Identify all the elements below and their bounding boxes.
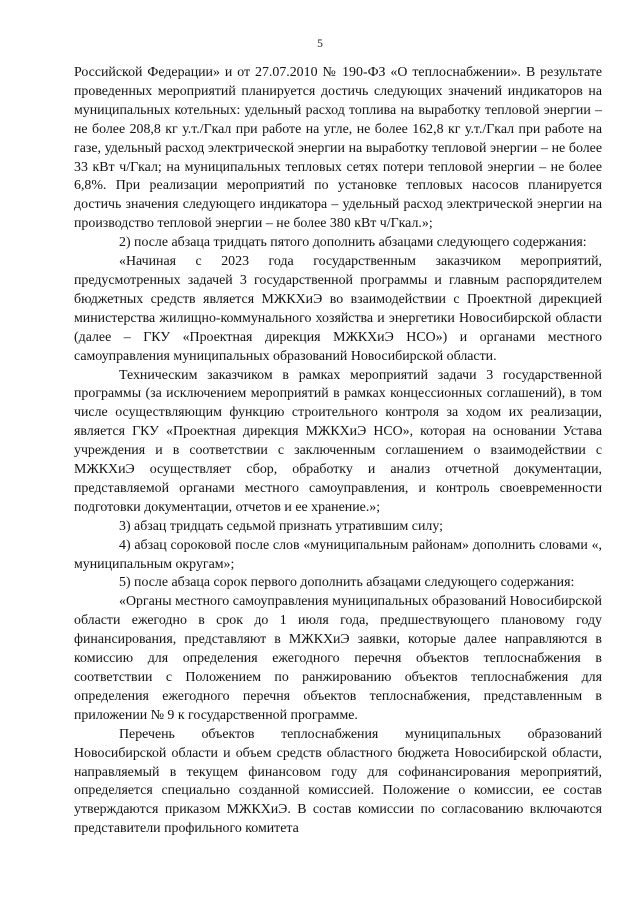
paragraph-quote-start: «Начиная с 2023 года государственным заказчиком мероприятий, предусмотренных задачей 3 государственной программы и главным распорядителем бюджетных средств является МЖКХиЭ во взаимодействии с Проектной дирекцией министерства жилищно-коммунального хозяйства и энергетики Новосибирской области (далее – ГКУ «Проектная дирекция МЖКХиЭ НСО») и органами местного самоуправления муниципальных образований Новосибирской области. (74, 254, 602, 364)
page-number: 5 (317, 38, 323, 50)
paragraph-objects-list: Перечень объектов теплоснабжения муниципальных образований Новосибирской области и объем средств областного бюджета Новосибирской области, направляемый в текущем финансовом году для софинансирования мероприятий, определяется специально созданной комиссией. Положение о комиссии, ее состав утверждаются приказом МЖКХиЭ. В состав комиссии по согласованию включаются представители профильного комитета (74, 726, 602, 837)
paragraph-item-2: 2) после абзаца тридцать пятого дополнить абзацами следующего содержания: (119, 235, 587, 251)
paragraph-technical-customer: Техническим заказчиком в рамках мероприятий задачи 3 государственной программы (за исключением мероприятий в рамках концессионных соглашений), в том числе осуществляющим функцию строительного контроля за ходом их реализации, является ГКУ «Проектная дирекция МЖКХиЭ НСО», которая на основании Устава учреждения и в соответствии с заключенным соглашением о взаимодействии с МЖКХиЭ осуществляет сбор, обработку и анализ отчетной документации, представляемой органами местного самоуправления, и контроль своевременности подготовки документации, отчетов и ее хранение.»; (74, 367, 602, 515)
document-body (74, 64, 602, 839)
paragraph-item-4: 4) абзац сороковой после слов «муниципальным районам» дополнить словами «, муниципальным округам»; (74, 537, 602, 572)
paragraph-continuation: Российской Федерации» и от 27.07.2010 № 190-ФЗ «О теплоснабжении». В результате проведенных мероприятий планируется достичь следующих значений индикаторов на муниципальных котельных: удельный расход топлива на выработку тепловой энергии – не более 208,8 кг у.т./Гкал при работе на угле, не более 162,8 кг у.т./Гкал при работе на газе, удельный расход электрической энергии на выработку тепловой энергии – не более 33 кВт ч/Гкал; на муниципальных тепловых сетях потери тепловой энергии – не более 6,8%. При реализации мероприятий по установке тепловых насосов планируется достичь значения следующего индикатора – удельный расход электрической энергии на производство тепловой энергии – не более 380 кВт ч/Гкал.»; (74, 65, 602, 232)
paragraph-item-5: 5) после абзаца сорок первого дополнить абзацами следующего содержания: (119, 575, 575, 591)
paragraph-local-authorities: «Органы местного самоуправления муниципальных образований Новосибирской области ежегодно в срок до 1 июля года, предшествующего плановому году финансирования, представляют в МЖКХиЭ заявки, которые далее направляются в комиссию для определения ежегодного перечня объектов теплоснабжения в соответствии с Положением по ранжированию объектов теплоснабжения для определения ежегодного перечня объектов теплоснабжения, представленным в приложении № 9 к государственной программе. (74, 594, 602, 723)
paragraph-item-3: 3) абзац тридцать седьмой признать утратившим силу; (119, 518, 443, 534)
